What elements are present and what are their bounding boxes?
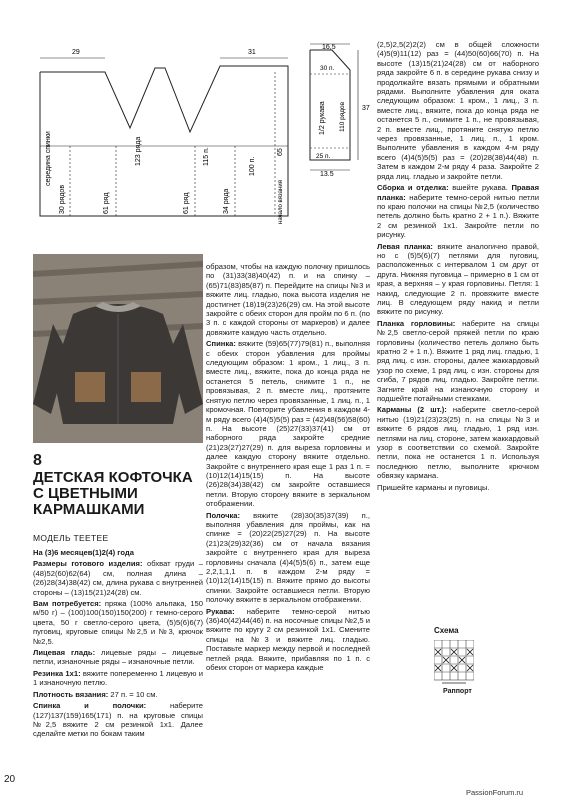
front-heading: Полочка: (206, 510, 241, 520)
left-band-heading: Левая планка: (377, 241, 433, 251)
neckband-text: наберите на спицы №2,5 светло-серой пряжей петли по краю горловины (количество петель должно быть кратно 2 + 1 п.). Вяжите 1 ряд лиц. гладью, 1 ряд лиц. с изн. стороны, далее жаккардовый узор по схеме, 1 ряд лиц. с изн. стороны для сгиба, 7 рядов лиц. гладью. Закройте петли. Загните край на изнаночную сторону и подшейте потайными стежками. (377, 318, 539, 404)
neckband-heading: Планка горловины: (377, 318, 456, 328)
label-110-rows: 110 рядов (339, 101, 346, 132)
sleeves-text: наберите темно-серой нитью (36)40(42)44(46) п. на носочные спицы №2,5 и вяжите по кругу 2 см резинкой 1х1. Смените спицы на №3 и вяжите лиц. гладью. Поставьте маркер между первой и последней петлей ряда. Вяжите, прибавляя по 1 п. с обеих сторон от маркера каждые (206, 606, 370, 673)
gauge-heading: Плотность вязания: (33, 689, 109, 699)
text-column-3 (377, 40, 539, 494)
label-half-sleeve: 1/2 рукава (319, 101, 326, 135)
rib-text: вяжите попеременно 1 лицевую и 1 изнаночную петлю. (33, 668, 203, 688)
back-text: вяжите (59)65(77)79(81) п., выполняя с обеих сторон убавления для проймы следующим образом: 1 кром., 1 лиц., 3 п. вместе лиц., вяжите, пока до конца ряда не останется 5 петель, снимите 1 п., не провязывая, 2 п. вместе лиц., протяните снятую петлю через провязанные, 1 лиц. п., 1 кромочная. Повторите убавления в каждом 4-м ряду всего (4)4(5)5(5) раз = (42)48(56)58(60) п. На высоте (25)27(33)37(41) см от наборного ряда закройте средние (21)23(27)27(29) п. для выреза горловины и далее каждую сторону вяжите отдельно. Закройте с внутреннего края еще 1 раз 1 п. = (10)12(14)15(15) п. На высоте (26)28(34)38(42) см закройте оставшиеся петли. Вторую сторону вяжите в зеркальном отображении. (206, 339, 370, 509)
text-column-2 (206, 262, 370, 674)
size-text: обхват груди – (48)52(60)62(64) см, полная длина – (26)28(34)38(42) см, длина рукава с внутренней стороны – (13)15(21)24(28) см. (33, 559, 203, 597)
body-text: наберите (127)137(159)165(171) п. на круговые спицы №2,5 вяжите 2 см резинкой 1х1. Далее сделайте метки по бокам таким (33, 701, 203, 739)
text-column-1 (33, 548, 203, 741)
dim-16-5: 16,5 (322, 44, 336, 51)
finishing-text: Пришейте карманы и пуговицы. (377, 482, 490, 492)
label-30p: 30 п. (320, 65, 335, 72)
label-65: 65 (277, 148, 284, 156)
model-name: МОДЕЛЬ TEETEE (33, 533, 109, 543)
sleeves-continued-text: (2,5)2,5(2)2(2) см в общей сложности (4)5(9)11(12) раз = (44)50(60)66(70) п. На высоте (13)15(21)24(28) см от наборного ряда закройте 6 п. в середине рукава снизу и продолжайте вязать прямыми и обратными рядами. Выполните убавления для оката следующим образом: 1 кром., 1 лиц., 3 п. вместе лиц., вяжите, пока до конца ряда не останется 5 п., снимите 1 п., не провязывая, 2 п. вместе лиц., протяните снятую петлю через провязанные, 1 лиц. п., 1 кром. Выполните убавления в каждом 4-м ряду всего (4)4(5)5(5) раз = (20)28(38)44(48) п. Затем в каждом 2-м ряду 4 раза. Закройте 2 ряда лиц. гладью и закройте петли. (377, 40, 539, 181)
label-100: 100 п. (249, 156, 256, 176)
back-heading: Спинка: (206, 339, 236, 349)
body-continued-text: образом, чтобы на каждую полочку пришлось по (31)33(38)40(42) п. и на спинку – (65)71(83)85(87) п. Перейдите на спицы №3 и вяжите лиц. гладью, пока высота изделия не достигнет (18)19(23)26(29) см. На этой высоте закройте с обеих сторон для пройм по 6 п. (по 3 п. с каждой стороны от маркеров) и далее довяжите каждую часть отдельно. (206, 262, 370, 337)
jacquard-chart (434, 640, 474, 684)
label-115: 115 п. (203, 147, 210, 166)
assembly-heading: Сборка и отделка: (377, 183, 449, 193)
right-band-text: наберите темно-серой нитью петли по краю полочки на спицы №2,5 (количество петель должно быть кратно 2 + 1 п.). Вяжите 2 см резинкой 1х1. Закройте петли по рисунку. (377, 192, 539, 240)
label-61-rows-b: 61 ряд (183, 192, 190, 214)
right-band-heading: Правая планка: (377, 183, 539, 202)
stockinette-heading: Лицевая гладь: (33, 648, 96, 658)
label-34-rows: 34 ряда (223, 188, 230, 214)
scheme-label: Схема (434, 626, 459, 635)
rib-heading: Резинка 1х1: (33, 668, 81, 678)
rapport-label: Раппорт (443, 688, 472, 695)
dim-31: 31 (248, 49, 256, 56)
pockets-heading: Карманы (2 шт.): (377, 405, 447, 415)
label-25p: 25 п. (316, 153, 331, 160)
size-heading: Размеры готового изделия: (33, 559, 143, 569)
assembly-text: вшейте рукава. (448, 183, 508, 193)
dim-37: 37 (362, 105, 370, 112)
cardigan-photo (33, 254, 203, 443)
label-123-rows: 123 ряда (135, 136, 142, 166)
label-30-rows: 30 рядов (59, 184, 66, 214)
article-title: ДЕТСКАЯ КОФТОЧКА С ЦВЕТНЫМИ КАРМАШКАМИ (33, 469, 193, 518)
sleeve-schematic (296, 40, 376, 176)
dim-13-5: 13,5 (320, 171, 334, 176)
label-back-center: середина спинки (45, 131, 52, 186)
front-text: вяжите (28)30(35)37(39) п., выполняя убавления для проймы, как на спинке = (20)22(25)27(29) п. На высоте (21)23(29)32(36) см от начала вязания закройте с внутреннего края для выреза горловины сначала (4)4(5)5(6) п., затем еще 2,2,1,1,1 п. в каждом 2-м ряду = (10)12(14)15(15) п. Вяжите прямо до высоты спинки. Закройте оставшиеся петли. Вторую полочку вяжите в зеркальном отображении. (206, 510, 370, 605)
page-number: 20 (4, 774, 16, 785)
sleeves-heading: Рукава: (206, 606, 235, 616)
site-footer: PassionForum.ru (466, 788, 524, 797)
left-band-text: вяжите аналогично правой, но с (5)5(6)(7) петлями для пуговиц, расположенных с интервалом 1 см друг от друга. Нижняя пуговица – примерно в 1 см от края, а верхняя – у края горловины. Петля: 1 накид, следующие 2 п. провяжите вместе лиц. В следующем ряду накид и петли вяжите по рисунку. (377, 241, 539, 317)
garment-schematic (20, 36, 300, 226)
label-start: начало вязания (278, 180, 284, 224)
body-heading: Спинка и полочки: (33, 701, 147, 711)
label-61-rows-a: 61 ряд (103, 192, 110, 214)
model-number: 8 (33, 452, 42, 469)
sizes-range: На (3)6 месяцев(1)2(4) года (33, 548, 134, 557)
materials-text: пряжа (100% альпака, 150 м/50 г) – (100)100(150)150(200) г темно-серого цвета, 50 г светло-серого цвета, (5)5(6)6(7) пуговиц, круговые спицы №2,5 и №3, крючок №2,5. (33, 599, 203, 646)
pockets-text: наберите светло-серой нитью (19)21(23)23(25) п. на спицы №3 и вяжите 6 рядов лиц. гладью, 1 ряд изн. петлями на лиц. стороне, затем жаккардовый узор в соответствии со схемой. Закройте петли, пока не останется 1 п. Используя последнюю петлю, выполните крючком обвязку кармана. (377, 405, 539, 481)
materials-heading: Вам потребуется: (33, 599, 102, 609)
stockinette-text: лицевые ряды – лицевые петли, изнаночные ряды – изнаночные петли. (33, 648, 203, 667)
gauge-text: 27 п. = 10 см. (108, 689, 158, 699)
dim-29: 29 (72, 49, 80, 56)
